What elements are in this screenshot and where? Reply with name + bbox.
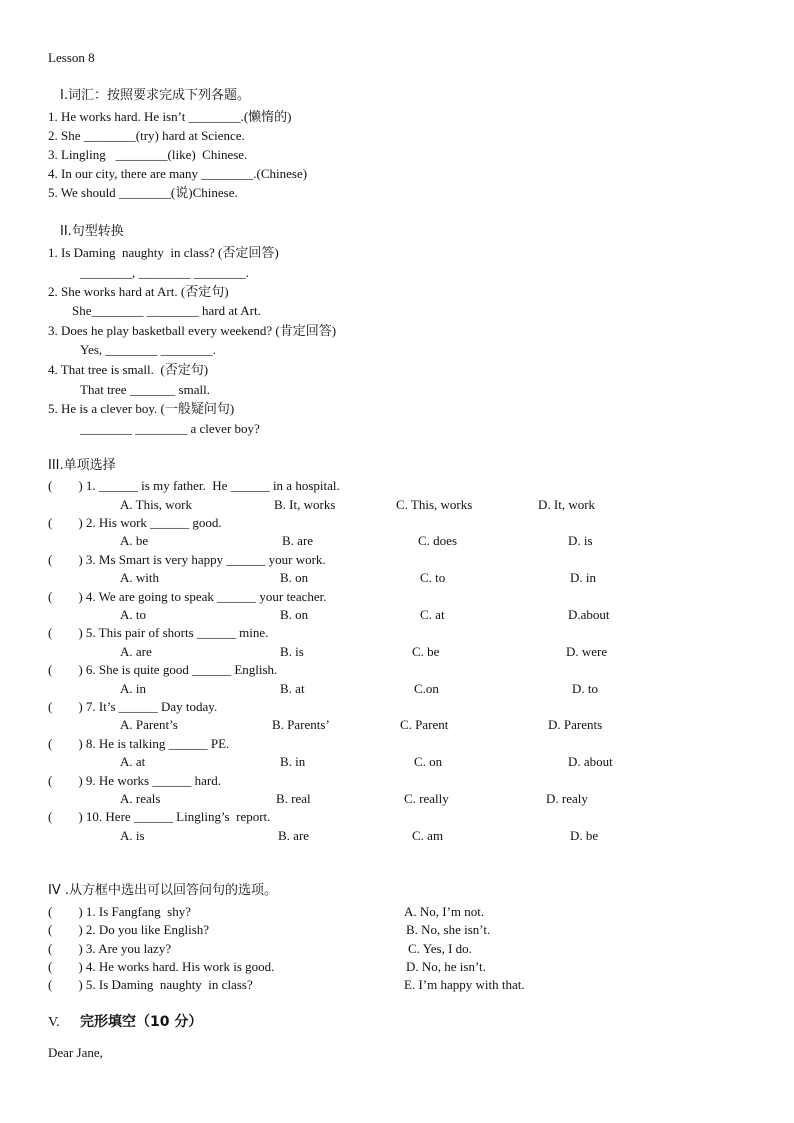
section1-title: Ⅰ.词汇：按照要求完成下列各题。 bbox=[60, 88, 250, 103]
section1-item: 4. In our city, there are many ________.(Chinese) bbox=[48, 166, 308, 181]
mc-option-b: B. real bbox=[276, 791, 311, 806]
matching-question: ( ) 4. He works hard. His work is good. bbox=[48, 959, 275, 974]
matching-question: ( ) 3. Are you lazy? bbox=[48, 941, 172, 956]
mc-option-d: D. be bbox=[570, 828, 599, 843]
matching-question: ( ) 1. Is Fangfang shy? bbox=[48, 904, 191, 919]
mc-option-a: A. in bbox=[120, 681, 146, 696]
mc-option-b: B. in bbox=[280, 754, 306, 769]
mc-option-b: B. at bbox=[280, 681, 305, 696]
mc-option-a: A. are bbox=[120, 644, 152, 659]
mc-option-c: C. at bbox=[420, 607, 445, 622]
lesson-title: Lesson 8 bbox=[48, 50, 95, 65]
mc-question: ( ) 9. He works ______ hard. bbox=[48, 773, 221, 788]
mc-option-b: B. is bbox=[280, 644, 304, 659]
section2-question: 5. He is a clever boy. (一般疑问句) bbox=[48, 401, 235, 416]
mc-option-c: C. really bbox=[404, 791, 449, 806]
mc-option-b: B. are bbox=[282, 533, 314, 548]
mc-option-a: A. is bbox=[120, 828, 145, 843]
section5-title: 完形填空（10 分） bbox=[80, 1014, 203, 1030]
section1-item: 1. He works hard. He isn’t ________.(懒惰的) bbox=[48, 109, 292, 124]
mc-question: ( ) 2. His work ______ good. bbox=[48, 515, 222, 530]
mc-option-d: D.about bbox=[568, 607, 610, 622]
section2-answer-line: Yes, ________ ________. bbox=[80, 342, 216, 357]
mc-option-d: D. in bbox=[570, 570, 596, 585]
mc-option-b: B. Parents’ bbox=[272, 717, 330, 732]
section2-question: 4. That tree is small. (否定句) bbox=[48, 362, 209, 377]
mc-option-b: B. are bbox=[278, 828, 310, 843]
mc-option-c: C. on bbox=[414, 754, 443, 769]
matching-answer: E. I’m happy with that. bbox=[404, 977, 525, 992]
mc-option-c: C. Parent bbox=[400, 717, 449, 732]
section2-answer-line: She________ ________ hard at Art. bbox=[72, 303, 261, 318]
mc-question: ( ) 7. It’s ______ Day today. bbox=[48, 699, 218, 714]
mc-option-d: D. It, work bbox=[538, 497, 596, 512]
letter-salutation: Dear Jane, bbox=[48, 1045, 103, 1060]
mc-option-c: C. be bbox=[412, 644, 440, 659]
matching-question: ( ) 2. Do you like English? bbox=[48, 922, 210, 937]
section1-item: 2. She ________(try) hard at Science. bbox=[48, 128, 245, 143]
section2-title: II.句型转换 bbox=[60, 224, 124, 239]
matching-question: ( ) 5. Is Daming naughty in class? bbox=[48, 977, 253, 992]
mc-option-a: A. to bbox=[120, 607, 146, 622]
matching-answer: A. No, I’m not. bbox=[404, 904, 485, 919]
mc-option-c: C. to bbox=[420, 570, 446, 585]
mc-option-a: A. at bbox=[120, 754, 146, 769]
section1-item: 3. Lingling ________(like) Chinese. bbox=[48, 147, 248, 162]
mc-question: ( ) 4. We are going to speak ______ your teacher. bbox=[48, 589, 327, 604]
section4-title: IV .从方框中选出可以回答问句的选项。 bbox=[48, 883, 277, 898]
mc-option-b: B. on bbox=[280, 607, 309, 622]
matching-answer: C. Yes, I do. bbox=[408, 941, 472, 956]
section2-answer-line: ________, ________ ________. bbox=[80, 265, 249, 280]
mc-question: ( ) 3. Ms Smart is very happy ______ your work. bbox=[48, 552, 326, 567]
section2-answer-line: ________ ________ a clever boy? bbox=[80, 421, 260, 436]
matching-answer: B. No, she isn’t. bbox=[406, 922, 491, 937]
mc-option-b: B. It, works bbox=[274, 497, 336, 512]
mc-option-d: D. were bbox=[566, 644, 608, 659]
mc-option-d: D. to bbox=[572, 681, 598, 696]
mc-option-c: C. does bbox=[418, 533, 457, 548]
mc-question: ( ) 8. He is talking ______ PE. bbox=[48, 736, 230, 751]
section2-answer-line: That tree _______ small. bbox=[80, 382, 210, 397]
mc-option-c: C. This, works bbox=[396, 497, 473, 512]
mc-option-d: D. is bbox=[568, 533, 593, 548]
mc-option-a: A. be bbox=[120, 533, 149, 548]
mc-option-c: C.on bbox=[414, 681, 439, 696]
section5-number: V. bbox=[48, 1015, 60, 1030]
mc-question: ( ) 6. She is quite good ______ English. bbox=[48, 662, 278, 677]
mc-option-d: D. realy bbox=[546, 791, 588, 806]
section3-title: III.单项选择 bbox=[48, 458, 116, 473]
mc-question: ( ) 5. This pair of shorts ______ mine. bbox=[48, 625, 269, 640]
section2-question: 3. Does he play basketball every weekend? (肯定回答) bbox=[48, 323, 337, 338]
section2-question: 2. She works hard at Art. (否定句) bbox=[48, 284, 229, 299]
mc-option-a: A. reals bbox=[120, 791, 161, 806]
mc-option-a: A. with bbox=[120, 570, 159, 585]
section1-item: 5. We should ________(说)Chinese. bbox=[48, 185, 238, 200]
mc-option-d: D. Parents bbox=[548, 717, 603, 732]
mc-option-a: A. Parent’s bbox=[120, 717, 178, 732]
mc-option-d: D. about bbox=[568, 754, 613, 769]
mc-option-c: C. am bbox=[412, 828, 444, 843]
section2-question: 1. Is Daming naughty in class? (否定回答) bbox=[48, 245, 279, 260]
mc-question: ( ) 1. ______ is my father. He ______ in a hospital. bbox=[48, 478, 340, 493]
mc-option-b: B. on bbox=[280, 570, 309, 585]
mc-option-a: A. This, work bbox=[120, 497, 192, 512]
mc-question: ( ) 10. Here ______ Lingling’s report. bbox=[48, 809, 271, 824]
matching-answer: D. No, he isn’t. bbox=[406, 959, 486, 974]
